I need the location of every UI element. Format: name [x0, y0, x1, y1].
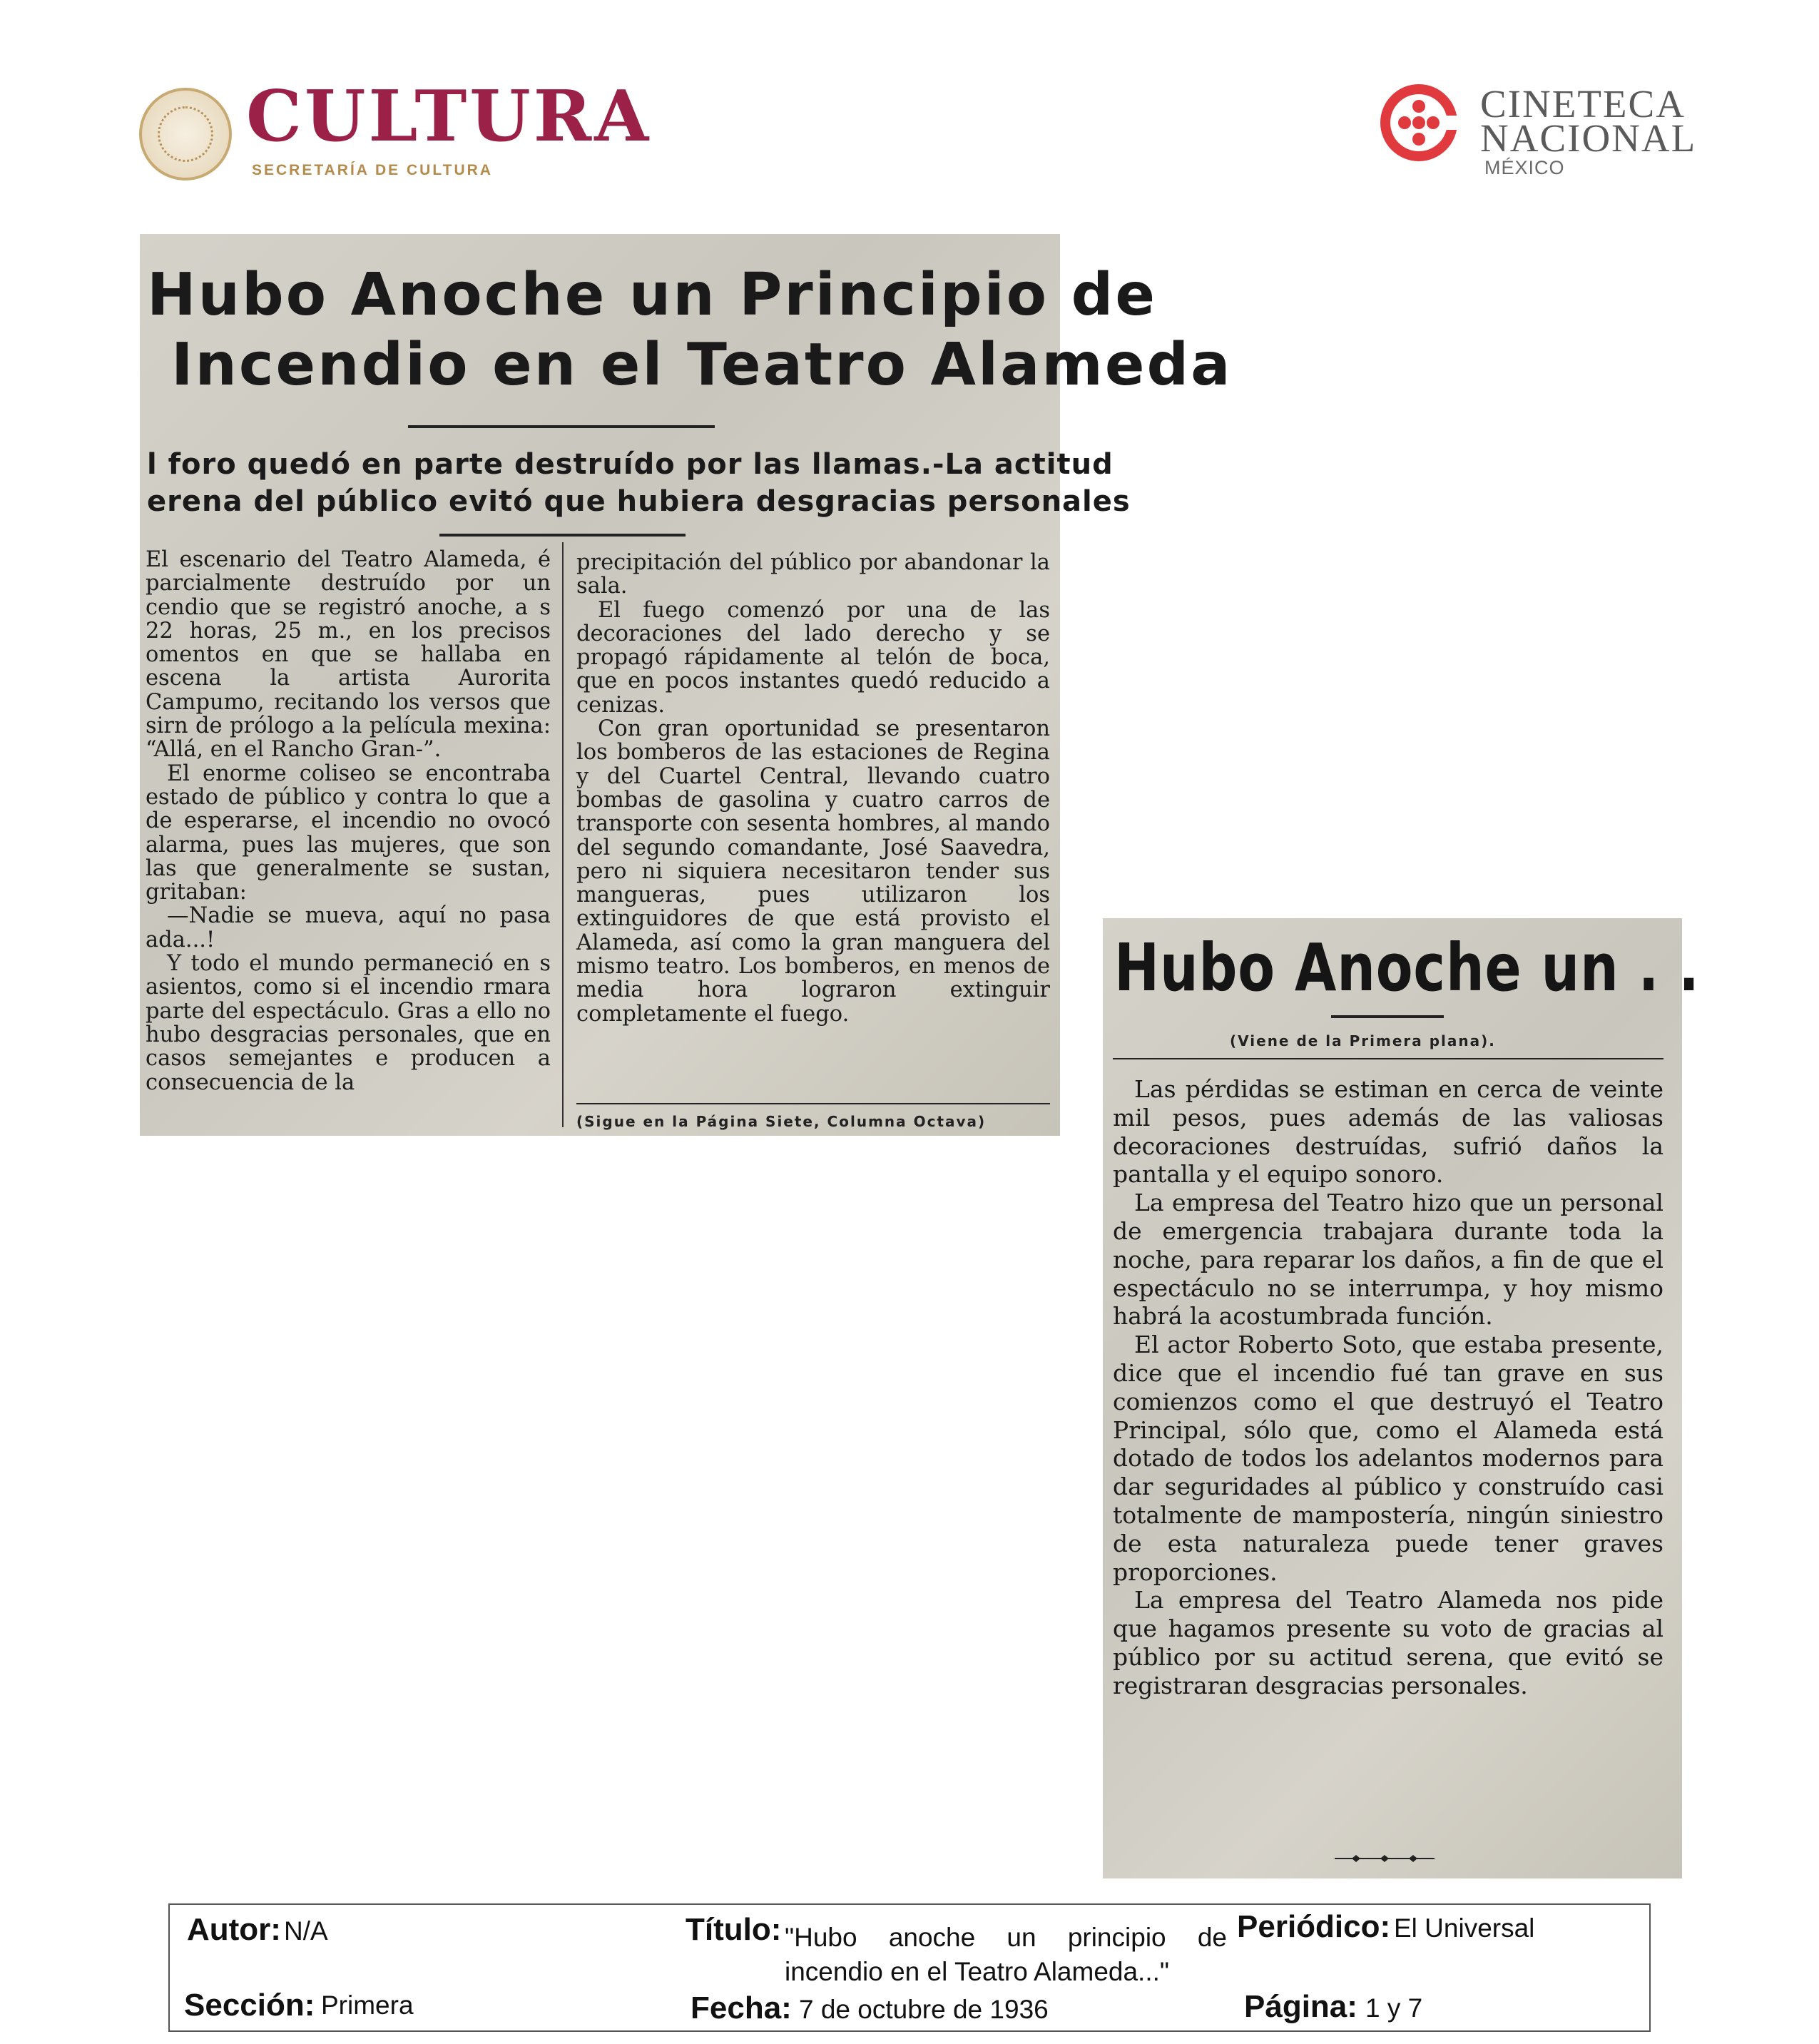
paragraph: La empresa del Teatro hizo que un personal de emergencia trabajara durante toda la noche, para reparar los daños, a fin de que el espectáculo no se interrumpa, y hoy mismo habrá la acostumbrada función. — [1113, 1189, 1663, 1331]
paragraph: El escenario del Teatro Alameda, é parcialmente destruído por un cendio que se registró anoche, a s 22 horas, 25 m., en los precisos omentos en que se hallaba en escena la artista Aurorita Campumo, recitando los versos que sirn de prólogo a la película mexina: “Allá, en el Rancho Gran-”. — [146, 547, 551, 763]
clip1-subhead-line2: erena del público evitó que hubiera desgracias personales — [147, 485, 1131, 518]
cineteca-logo — [1380, 82, 1697, 184]
fecha-label: Fecha: — [691, 1990, 792, 2025]
continued-rule — [576, 1103, 1050, 1104]
cultura-subtitle: SECRETARÍA DE CULTURA — [252, 162, 493, 178]
headline-rule — [408, 425, 715, 428]
paragraph: La empresa del Teatro Alameda nos pide que hagamos presente su voto de gracias al público por su actitud serena, que evitó se registraran desgracias personales. — [1113, 1586, 1663, 1699]
end-ornament — [1335, 1855, 1435, 1862]
paragraph: Con gran oportunidad se presentaron los bomberos de las estaciones de Regina y del Cuartel Central, llevando cuatro bombas de gasolina y cuatro carros de transporte con sesenta hombres, al mando del segundo comandante, José Saavedra, pero ni siquiera necesitaron tender sus mangueras, pues utilizaron los extinguidores de que está provisto el Alameda, así como la gran manguera del mismo teatro. Los bomberos, en menos de media hora lograron extinguir completamente el fuego. — [576, 716, 1050, 1027]
clip2-headline: Hubo Anoche un . . — [1114, 930, 1700, 1006]
clip2-continued-from: (Viene de la Primera plana). — [1230, 1032, 1496, 1049]
clip1-continued-note: (Sigue en la Página Siete, Columna Octava) — [576, 1113, 987, 1130]
paragraph: El fuego comenzó por una de las decoraciones del lado derecho y se propagó rápidamente al telón de boca, que en pocos instantes quedó reducido a cenizas. — [576, 597, 1050, 718]
paragraph: —Nadie se mueva, aquí no pasa ada...! — [146, 903, 551, 952]
clip1-subhead-line1: l foro quedó en parte destruído por las llamas.-La actitud — [147, 448, 1114, 481]
paragraph: Y todo el mundo permaneció en s asientos, como si el incendio rmara parte del espectáculo. Gras a ello no hubo desgracias personales, que en casos semejantes e producen a consecuencia de la — [146, 951, 551, 1095]
clip1-right-column — [576, 551, 1050, 1026]
newspaper-clipping-page-seven — [1103, 918, 1700, 1878]
periodico-value: El Universal — [1394, 1913, 1535, 1943]
titulo-value: "Hubo anoche un principio de incendio en el Teatro Alameda..." — [785, 1923, 1227, 1986]
subhead-rule — [439, 534, 686, 537]
newspaper-clipping-front-page — [140, 234, 1233, 1136]
pagina-value: 1 y 7 — [1365, 1993, 1423, 2023]
pagina-label: Página: — [1244, 1989, 1357, 2024]
fecha-value: 7 de octubre de 1936 — [799, 1995, 1049, 2024]
titulo-label: Título: — [686, 1912, 782, 1947]
seccion-value: Primera — [321, 1990, 414, 2020]
top-rule — [1113, 1058, 1663, 1059]
column-divider — [562, 542, 564, 1127]
paragraph: Las pérdidas se estiman en cerca de veinte mil pesos, pues además de las valiosas decoraciones destruídas, sufrió daños la pantalla y el equipo sonoro. — [1113, 1075, 1663, 1189]
paragraph: precipitación del público por abandonar la sala. — [576, 550, 1050, 599]
mexican-seal-icon — [139, 88, 232, 180]
cultura-brand: CULTURA — [246, 76, 652, 158]
clip1-headline-line2: Incendio en el Teatro Alameda — [171, 331, 1233, 399]
cineteca-brand: CINETECA NACIONAL — [1480, 82, 1697, 160]
autor-label: Autor: — [187, 1912, 281, 1947]
autor-value: N/A — [284, 1916, 328, 1946]
headline-rule — [1331, 1015, 1444, 1018]
paragraph: El enorme coliseo se encontraba estado de público y contra lo que a de esperarse, el incendio no ovocó alarma, pues las mujeres, que son las que generalmente se sustan, gritaban: — [146, 761, 551, 905]
cineteca-subtitle: MÉXICO — [1484, 157, 1565, 178]
seccion-label: Sección: — [184, 1988, 315, 2023]
film-reel-icon — [1380, 84, 1457, 161]
metadata-box — [168, 1903, 1651, 2032]
cultura-logo — [139, 76, 652, 189]
periodico-label: Periódico: — [1237, 1909, 1391, 1944]
clip1-headline-line1: Hubo Anoche un Principio de — [147, 261, 1157, 329]
clip2-column — [1113, 1075, 1663, 1700]
clip1-left-column — [146, 548, 551, 1094]
paragraph: El actor Roberto Soto, que estaba presente, dice que el incendio fué tan grave en sus comienzos como el que destruyó el Teatro Principal, sólo que, como el Alameda está dotado de todos los adelantos modernos para dar seguridades al público y construído casi totalmente de mampostería, ningún siniestro de esta naturaleza puede tener graves proporciones. — [1113, 1331, 1663, 1586]
